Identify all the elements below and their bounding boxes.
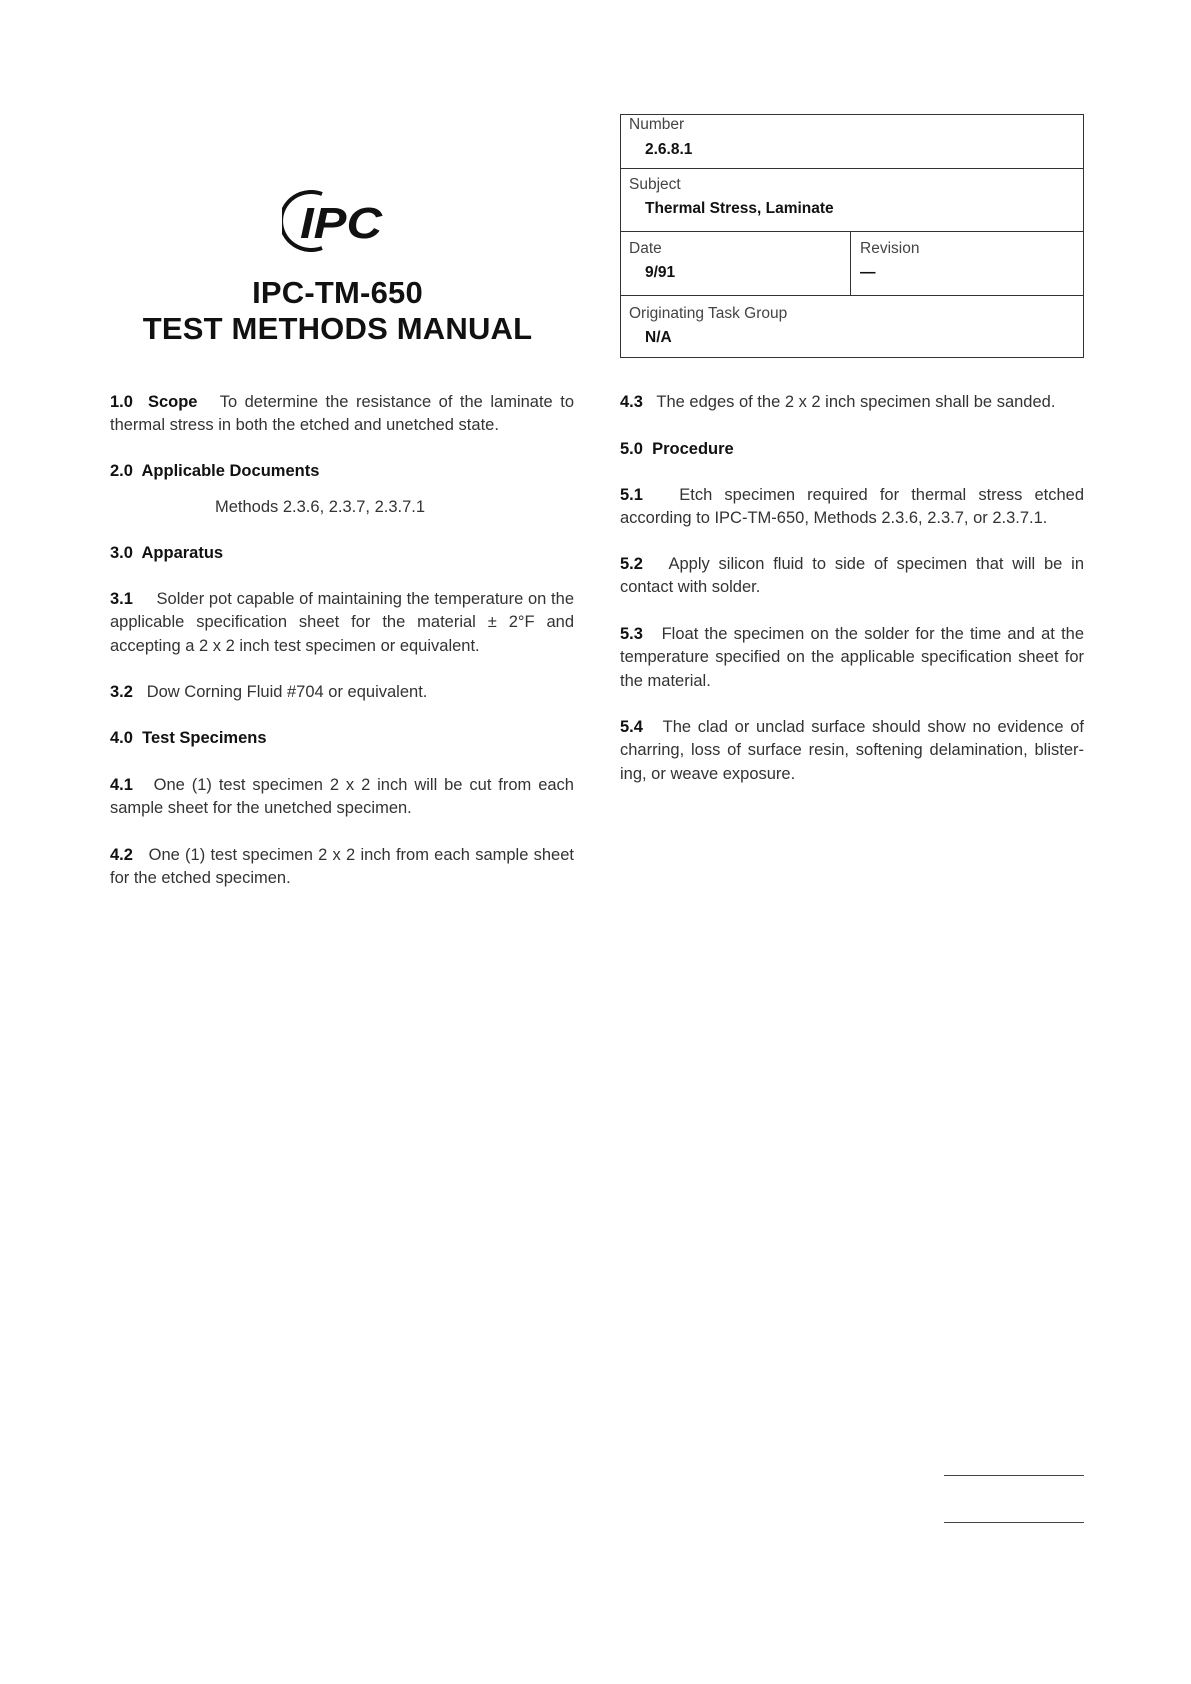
section-number: 4.3: [620, 393, 643, 411]
applicable-documents-text: Methods 2.3.6, 2.3.7, 2.3.7.1: [215, 498, 426, 516]
section-number: 3.2: [110, 683, 133, 701]
section-text: One (1) test specimen 2 x 2 inch from each sample sheet for the etched specimen.: [110, 846, 574, 888]
section-title: Test Specimens: [142, 729, 267, 747]
section-5-4: [620, 716, 1084, 786]
section-number: 3.0: [110, 544, 133, 562]
date-label: Date: [629, 240, 662, 257]
section-5-2: [620, 553, 1084, 600]
manual-code: IPC-TM-650: [252, 275, 423, 310]
number-row: [621, 115, 1083, 169]
section-number: 4.0: [110, 729, 133, 747]
section-3-2: [110, 681, 574, 704]
section-text: Solder pot capable of maintaining the temperature on the applicable specification sheet for the material ± 2°F and accepting a 2 x 2 inch test specimen or equivalent.: [110, 590, 574, 655]
section-number: 3.1: [110, 590, 133, 608]
section-1-scope: [110, 391, 574, 438]
date-cell: [621, 232, 851, 295]
revision-label: Revision: [860, 240, 920, 257]
section-text: The clad or unclad surface should show no evidence of charring, loss of surface resin, softening delamination, blister-ing, or weave exposure.: [620, 718, 1084, 783]
date-revision-row: [621, 232, 1083, 296]
number-label: Number: [629, 116, 685, 133]
manual-title: TEST METHODS MANUAL: [142, 311, 533, 346]
section-5-1: [620, 484, 1084, 531]
revision-value: —: [860, 264, 876, 281]
section-3-1: [110, 588, 574, 658]
task-group-value: N/A: [645, 329, 672, 346]
info-table: [620, 114, 1084, 358]
section-title: Scope: [147, 393, 198, 411]
signature-line: [944, 1522, 1084, 1523]
number-value: 2.6.8.1: [645, 141, 693, 158]
section-5-heading: [620, 438, 734, 461]
section-text: Apply silicon fluid to side of specimen that will be in contact with solder.: [620, 555, 1085, 597]
section-number: 5.2: [620, 555, 643, 573]
section-number: 5.1: [620, 486, 643, 504]
section-number: 5.0: [620, 440, 643, 458]
section-5-3: [620, 623, 1084, 693]
section-2-heading: [110, 460, 319, 483]
section-number: 4.1: [110, 776, 133, 794]
task-group-label: Originating Task Group: [629, 305, 788, 322]
subject-label: Subject: [629, 176, 681, 193]
section-4-1: [110, 774, 574, 821]
section-4-3: [620, 391, 1084, 414]
section-number: 2.0: [110, 462, 133, 480]
section-3-heading: [110, 542, 223, 565]
section-text: One (1) test specimen 2 x 2 inch will be cut from each sample sheet for the unetched specimen.: [110, 776, 574, 818]
section-number: 5.4: [620, 718, 643, 736]
signature-line: [944, 1475, 1084, 1476]
date-value: 9/91: [645, 264, 676, 281]
section-4-heading: [110, 727, 267, 750]
revision-cell: [852, 232, 1083, 295]
section-text: Etch specimen required for thermal stress etched according to IPC-TM-650, Methods 2.3.6, 2.3.7, or 2.3.7.1.: [620, 486, 1084, 528]
svg-text:IPC: IPC: [300, 199, 384, 248]
task-group-row: [621, 296, 1083, 356]
section-number: 4.2: [110, 846, 133, 864]
section-title: Applicable Documents: [141, 462, 320, 480]
section-title: Procedure: [652, 440, 734, 458]
ipc-logo: [282, 190, 392, 252]
section-text: Dow Corning Fluid #704 or equivalent.: [146, 683, 428, 701]
section-text: The edges of the 2 x 2 inch specimen shall be sanded.: [656, 393, 1056, 411]
section-4-2: [110, 844, 574, 891]
section-text: To determine the resistance of the laminate to thermal stress in both the etched and unetched state.: [110, 393, 574, 435]
section-number: 1.0: [110, 393, 133, 411]
section-text: Float the specimen on the solder for the time and at the temperature specified on the applicable specification sheet for the material.: [620, 625, 1085, 690]
subject-row: [621, 169, 1083, 232]
section-title: Apparatus: [141, 544, 224, 562]
section-number: 5.3: [620, 625, 643, 643]
subject-value: Thermal Stress, Laminate: [645, 200, 834, 217]
